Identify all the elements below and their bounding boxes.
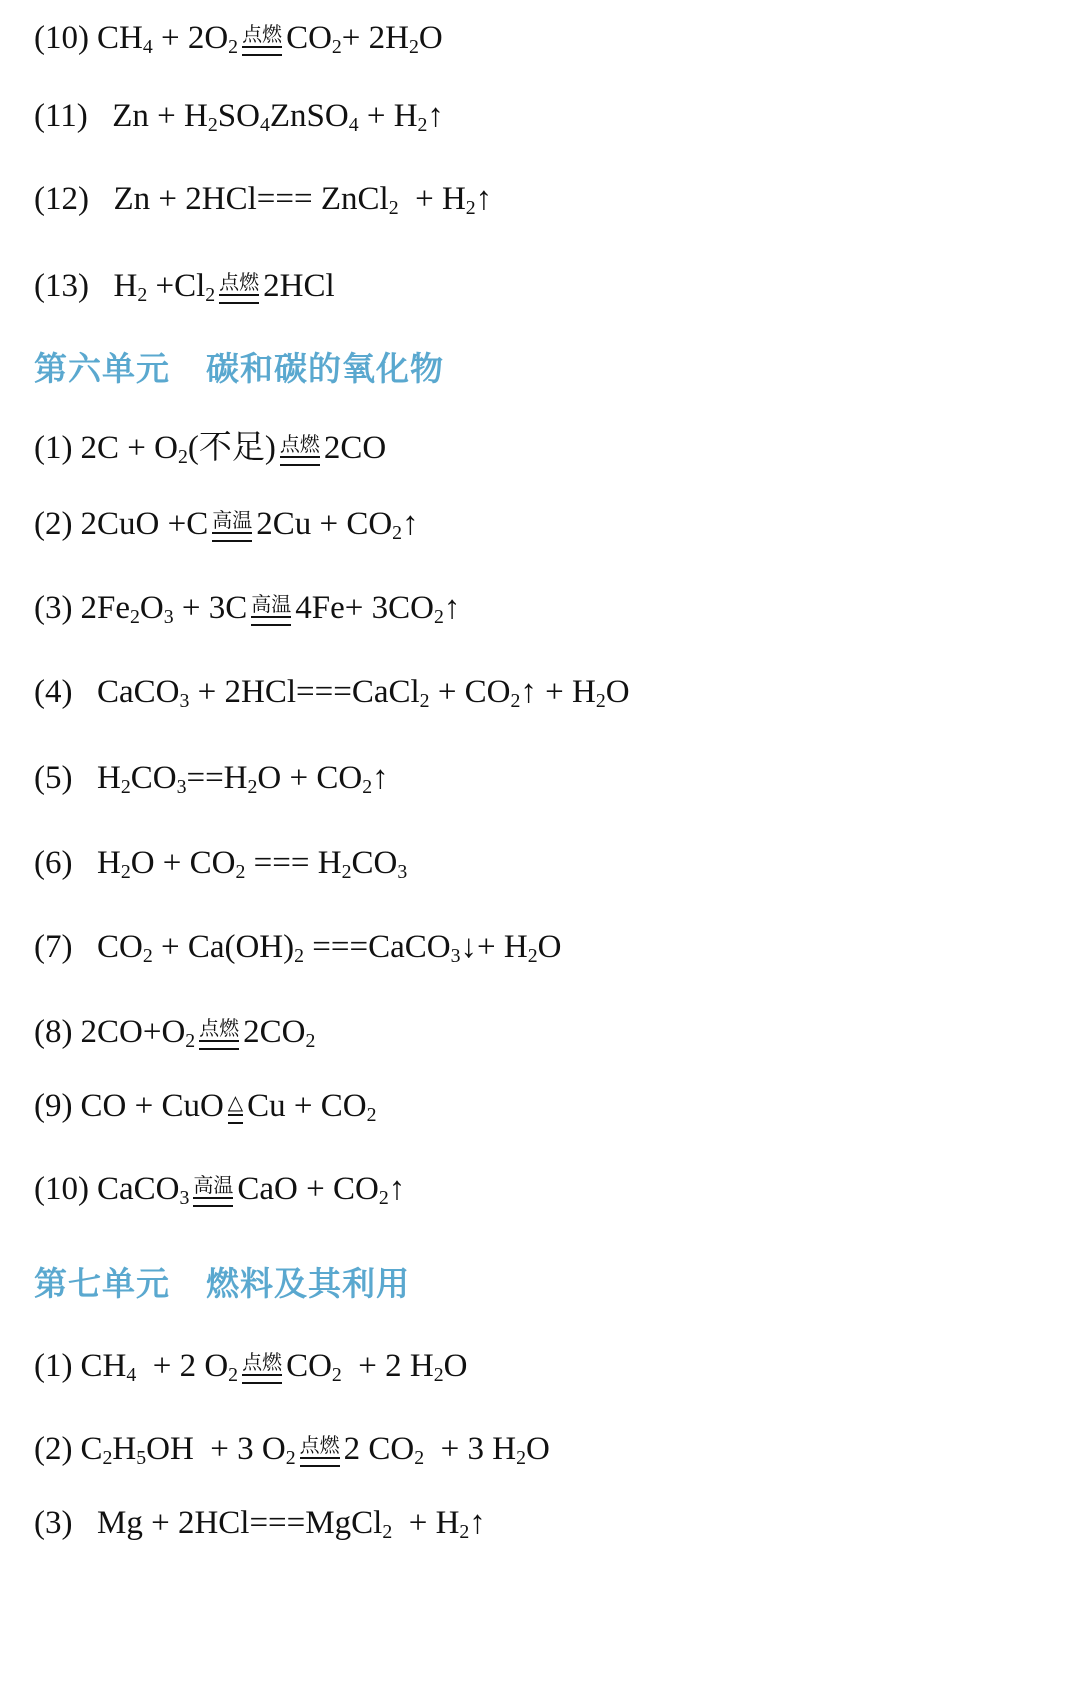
reaction-condition: 点燃 [219, 272, 259, 304]
reaction-condition: 高温 [251, 594, 291, 626]
equation-line: (12) Zn + 2HCl=== ZnCl$_2$ + $H_2↑$ [34, 181, 493, 219]
equation-number: (4) [34, 674, 73, 710]
equation-number: (9) [34, 1088, 73, 1124]
reaction-condition: 点燃 [242, 1352, 282, 1384]
equation-line [34, 1016, 315, 1052]
equation-line: (4) CaCO$_3$ + 2HCl===CaCl$_2$ + $CO_2↑ + H_2O$ [34, 674, 630, 712]
equation-line: (6) $H_2O + CO_2$ === $H_2CO_3$ [34, 845, 408, 883]
equation-number: (2) [34, 1431, 73, 1467]
equation-products: $4Fe+ 3CO_2↑$ [295, 590, 461, 628]
equation-number: (8) [34, 1014, 73, 1050]
equation-number: (6) [34, 845, 73, 881]
equation-reactants: 2CuO +C [80, 506, 209, 542]
section-heading: 第六单元 碳和碳的氧化物 [34, 349, 444, 388]
reaction-condition: 点燃 [199, 1018, 239, 1050]
equation-number: (11) [34, 98, 88, 134]
equation-line: (13) $H_2 +Cl_2$ 点燃 2HCl [34, 268, 335, 306]
equation-reactants: CaCO$_3$ [96, 1171, 190, 1209]
equation-number: (1) [34, 1348, 73, 1384]
equation-products: 2CO [323, 430, 387, 466]
equation-products: $2CO_2$ [243, 1014, 316, 1052]
equation-reactants: $CH_4 + 2$ $O_2$ [80, 1348, 239, 1386]
equation-number: (1) [34, 430, 73, 466]
equation-number: (3) [34, 1505, 73, 1541]
equation-number: (10) [34, 1171, 89, 1207]
equation-line [34, 432, 386, 468]
reaction-condition: △ [228, 1092, 243, 1124]
reaction-condition: 点燃 [242, 24, 282, 56]
equation-reactants: $2CO+O_2$ [80, 1014, 196, 1052]
reaction-condition: 点燃 [280, 434, 320, 466]
equation-products: $2Cu + CO_2↑$ [256, 506, 419, 544]
equation-number: (2) [34, 506, 73, 542]
equation-products: $CO_2 + 2$ $H_2O$ [286, 1348, 468, 1386]
equation-number: (5) [34, 760, 73, 796]
equation-reactants: $2Fe_2O_3 + 3C$ [80, 590, 248, 628]
equation-reactants: $C_2H_5OH + 3$ $O_2$ [80, 1431, 296, 1469]
equation-number: (3) [34, 590, 73, 626]
equation-reactants: CO + CuO [80, 1088, 224, 1124]
equation-number: (12) [34, 181, 89, 217]
equation-products: 2 $CO_2 + 3$ $H_2O$ [343, 1431, 550, 1469]
equation-line: (11) $Zn + H_2SO_4ZnSO_4$ + $H_2↑$ [34, 98, 444, 136]
equation-line: (5) $H_2CO_3==H_2O$ + $CO_2↑$ [34, 760, 389, 798]
equation-products: CaO + $CO_2↑$ [237, 1171, 406, 1209]
equation-products: $Cu + CO_2$ [247, 1088, 377, 1126]
equation-line [34, 1173, 405, 1209]
equation-line [34, 1433, 550, 1469]
equation-line [34, 592, 460, 628]
section-heading: 第七单元 燃料及其利用 [34, 1264, 410, 1303]
reaction-condition: 点燃 [300, 1435, 340, 1467]
equation-line [34, 1090, 377, 1126]
equation-line: (3) Mg + 2HCl===MgCl$_2$ + $H_2↑$ [34, 1505, 486, 1543]
reaction-condition: 高温 [193, 1175, 233, 1207]
reaction-condition: 高温 [212, 510, 252, 542]
equation-line [34, 508, 419, 544]
equation-line: (7) $CO_2 + Ca(OH)_2$ ===CaCO$_3$↓+ $H_2O$ [34, 929, 562, 967]
equation-reactants: $2C + O_2$(不足) [80, 430, 276, 468]
equation-number: (7) [34, 929, 73, 965]
equation-line: (10) $CH_4 + 2O_2$ 点燃 $CO_2+ 2H_2O$ [34, 20, 443, 58]
equation-line [34, 1350, 467, 1386]
